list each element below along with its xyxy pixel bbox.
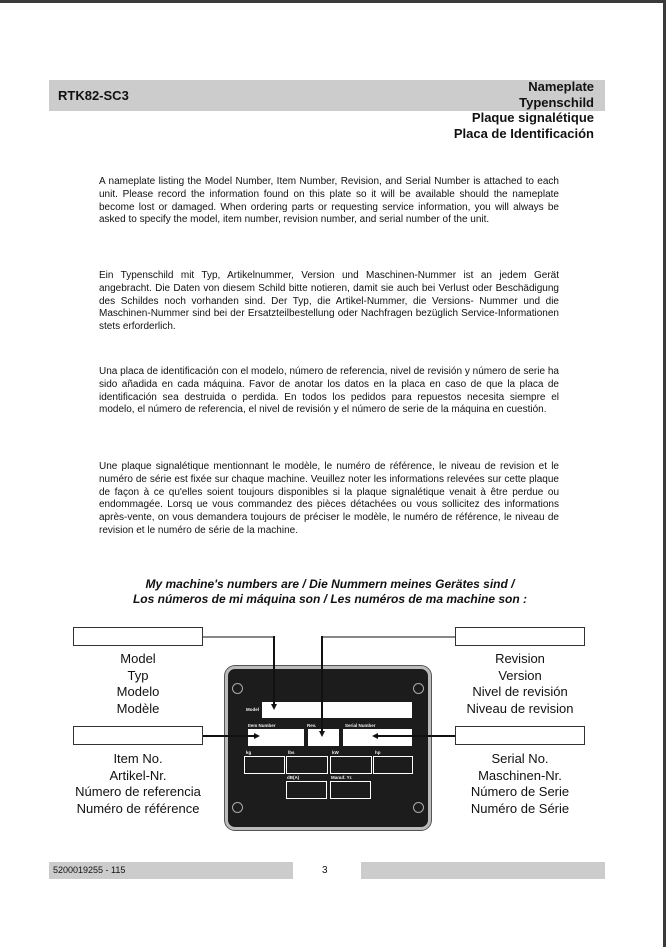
revision-label-de: Version xyxy=(498,667,542,683)
model-field[interactable] xyxy=(73,627,203,646)
title-fr: Plaque signalétique xyxy=(471,110,594,125)
paragraph-fr: Une plaque signalétique mentionnant le modèle, le numéro de référence, le niveau de revision et le numéro de série est fixée sur chaque machine. Veuillez noter les informations relevées sur cette plaque de façon à ce qu'elles soient toujours disponibles si la plaque signalétique venait à être perdue ou endommagée. Lorsq ue vous commandez des pièces détachées ou vous sollicitez des informations après-vente, on vous demandera toujours de préciser le modèle, le numéro de référence, le niveau de revision et le numéro de série de la machine. xyxy=(99,461,559,536)
plate-hp-box xyxy=(373,756,413,774)
numbers-caption xyxy=(100,577,560,607)
model-connector-line xyxy=(273,636,275,706)
model-label-en: Model xyxy=(120,651,156,666)
model-label-fr: Modèle xyxy=(116,700,160,716)
title-es: Placa de Identificación xyxy=(453,125,594,141)
plate-lbs-box xyxy=(286,756,328,774)
revision-label-en: Revision xyxy=(495,651,545,666)
paragraph-es: Una placa de identificación con el modelo, número de referencia, nivel de revisión y número de serie ha sido añadida en cada máquina. Favor de anotar los datos en la placa en caso de que la placa de identificación sea destruida o perdida. En todos los pedidos para repuestos necesita siempre el modelo, el número de referencia, el nivel de revisión y el número de serie de la máquina en cuestión. xyxy=(99,366,559,416)
caption-line-1: My machine's numbers are / Die Nummern meines Gerätes sind / xyxy=(145,577,515,591)
window-top-border xyxy=(0,0,666,3)
plate-label-hp: hp xyxy=(375,750,381,755)
model-label-es: Modelo xyxy=(116,684,160,699)
page-titles xyxy=(454,79,594,141)
arrow-left-icon xyxy=(372,733,378,739)
model-labels xyxy=(63,651,213,717)
arrow-down-icon xyxy=(319,731,325,737)
model-code: RTK82-SC3 xyxy=(58,88,129,103)
footer-doc-number: 5200019255 - 115 xyxy=(53,865,126,875)
plate-label-lbs: lbs xyxy=(288,750,295,755)
plate-label-kw: kW xyxy=(332,750,339,755)
footer-right-band xyxy=(361,862,605,879)
plate-db-box xyxy=(286,781,327,799)
plate-label-item: Item Number xyxy=(248,723,276,728)
serial-label-es: Número de Serie xyxy=(470,784,570,799)
serial-connector-line xyxy=(378,735,455,737)
footer-doc-band xyxy=(49,862,293,879)
revision-labels xyxy=(445,651,595,717)
plate-model-field xyxy=(262,702,412,718)
revision-connector-line xyxy=(322,636,455,638)
model-connector-line xyxy=(203,636,274,638)
plate-label-kg: kg xyxy=(246,750,252,755)
serial-number-field[interactable] xyxy=(455,726,585,745)
title-en: Nameplate xyxy=(528,79,594,94)
title-de: Typenschild xyxy=(519,94,594,110)
footer-page-number: 3 xyxy=(322,865,328,876)
item-label-de: Artikel-Nr. xyxy=(109,767,167,783)
serial-label-de: Maschinen-Nr. xyxy=(478,767,562,783)
revision-field[interactable] xyxy=(455,627,585,646)
item-number-field[interactable] xyxy=(73,726,203,745)
plate-label-model: Model xyxy=(246,707,259,712)
model-label-de: Typ xyxy=(127,667,149,683)
item-label-fr: Numéro de référence xyxy=(76,800,200,816)
paragraph-en: A nameplate listing the Model Number, Item Number, Revision, and Serial Number is attached to each unit. Please record the information found on this plate so it will be available should the nameplate become lost or damaged. When ordering parts or requesting service information, you will always be asked to specify the model, item number, revision number, and serial number of the unit. xyxy=(99,176,559,226)
revision-label-fr: Niveau de revision xyxy=(466,700,574,716)
revision-connector-line xyxy=(321,636,323,733)
plate-label-manuf: Manuf. Yr. xyxy=(331,775,353,780)
serial-labels xyxy=(445,751,595,817)
screw-hole-icon xyxy=(413,802,424,813)
plate-kw-box xyxy=(330,756,372,774)
item-connector-line xyxy=(203,735,255,737)
nameplate-illustration xyxy=(225,666,431,830)
plate-label-db: dB(A) xyxy=(287,775,300,780)
item-label-en: Item No. xyxy=(113,751,163,766)
screw-hole-icon xyxy=(232,683,243,694)
arrow-right-icon xyxy=(254,733,260,739)
plate-kg-box xyxy=(244,756,285,774)
plate-label-rev: Rev. xyxy=(307,723,317,728)
item-label-es: Número de referencia xyxy=(75,784,201,799)
paragraph-de: Ein Typenschild mit Typ, Artikelnummer, Version und Maschinen-Nummer ist an jedem Gerät angebracht. Die Daten von diesem Schild bitte notieren, damit sie auch bei Verlust oder Beschädigung des Schildes noch vorhanden sind. Der Typ, die Artikel-Nummer, die Versions- Nummer und die Maschinen-Nummer sind bei der Ersatzteilbestellung oder Nachfragen bezüglich Service-Informationen stets erforderlich. xyxy=(99,270,559,333)
screw-hole-icon xyxy=(232,802,243,813)
serial-label-fr: Numéro de Série xyxy=(470,800,570,816)
plate-manuf-box xyxy=(330,781,371,799)
revision-label-es: Nivel de revisión xyxy=(472,684,568,699)
plate-label-serial: Serial Number xyxy=(345,723,376,728)
serial-label-en: Serial No. xyxy=(491,751,549,766)
item-labels xyxy=(63,751,213,817)
caption-line-2: Los números de mi máquina son / Les numéros de ma machine son : xyxy=(132,592,528,606)
screw-hole-icon xyxy=(413,683,424,694)
arrow-down-icon xyxy=(271,704,277,710)
